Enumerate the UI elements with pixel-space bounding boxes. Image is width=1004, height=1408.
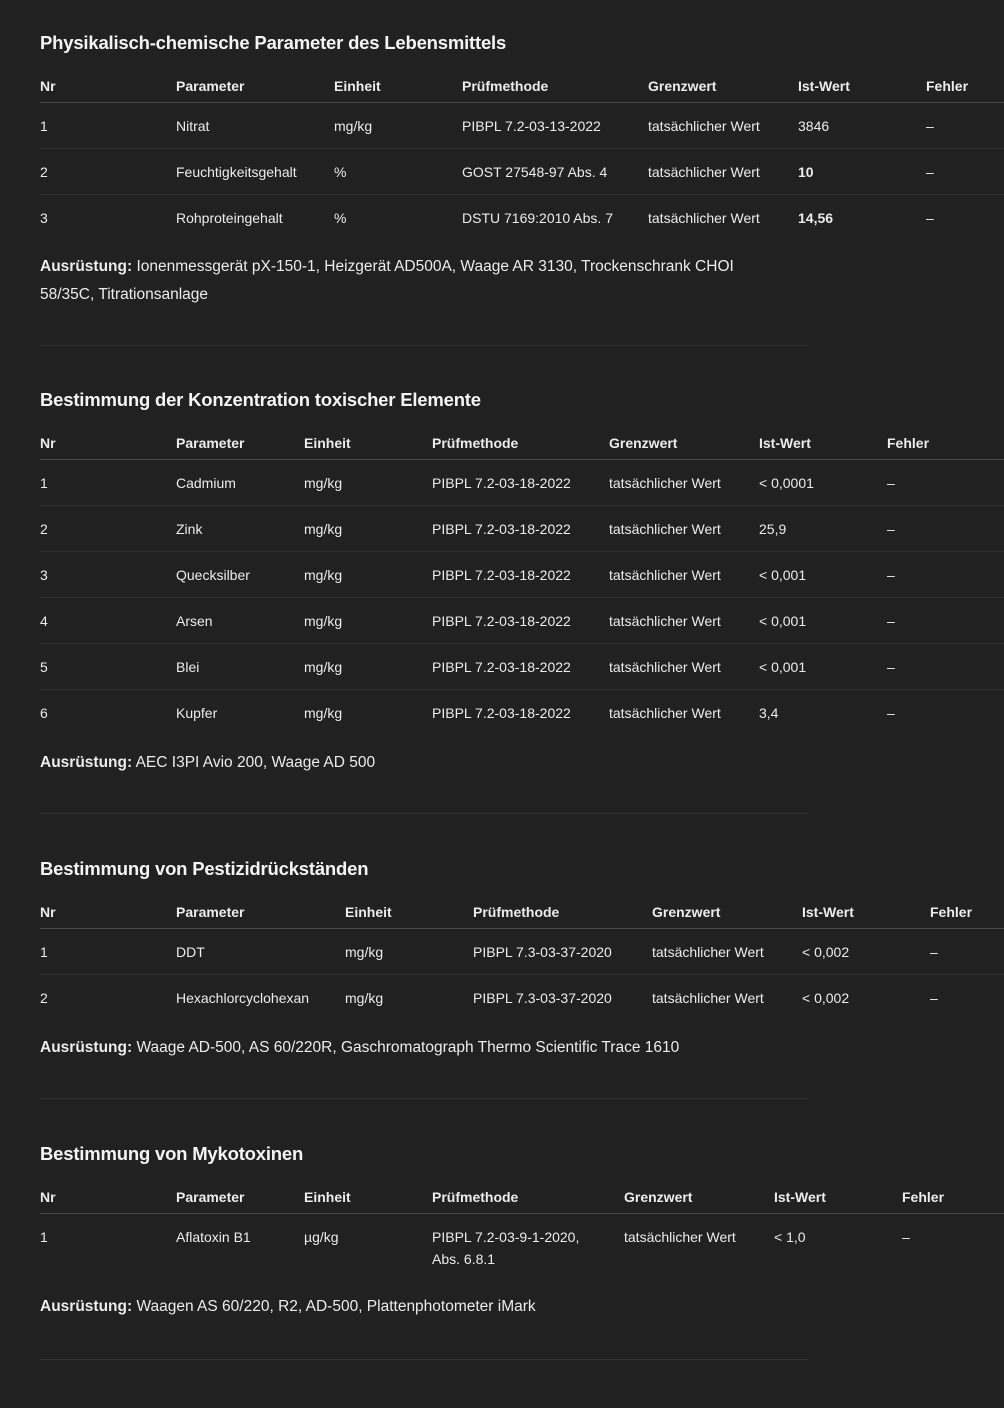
cell-nr: 2	[40, 164, 48, 180]
cell-methode: PIBPL 7.3-03-37-2020	[473, 944, 612, 960]
cell-ist-wert: < 1,0	[774, 1229, 806, 1245]
col-header-grenzwert: Grenzwert	[648, 70, 798, 103]
cell-methode: PIBPL 7.2-03-9-1-2020, Abs. 6.8.1	[432, 1229, 580, 1267]
col-header-ist-wert: Ist-Wert	[774, 1181, 902, 1214]
table-row	[40, 103, 1004, 149]
equipment-note	[40, 1034, 780, 1062]
cell-grenzwert: tatsächlicher Wert	[648, 210, 760, 226]
cell-fehler: –	[926, 164, 934, 180]
col-header-fehler: Fehler	[902, 1181, 1004, 1214]
col-header-parameter: Parameter	[176, 70, 334, 103]
cell-grenzwert: tatsächlicher Wert	[609, 705, 721, 721]
cell-fehler: –	[902, 1229, 910, 1245]
section-pesticides	[40, 814, 1004, 1099]
cell-nr: 2	[40, 521, 48, 537]
cell-grenzwert: tatsächlicher Wert	[609, 613, 721, 629]
col-header-fehler: Fehler	[930, 896, 1004, 929]
table-row	[40, 1214, 1004, 1282]
cell-grenzwert: tatsächlicher Wert	[648, 164, 760, 180]
table-row	[40, 598, 1004, 644]
cell-ist-wert: < 0,001	[759, 567, 807, 583]
cell-fehler: –	[887, 705, 895, 721]
cell-ist-wert: < 0,001	[759, 613, 807, 629]
table-row	[40, 460, 1004, 506]
results-table	[40, 1181, 1004, 1281]
cell-grenzwert: tatsächlicher Wert	[652, 990, 764, 1006]
cell-parameter: Hexachlorcyclohexan	[176, 990, 310, 1006]
table-header-row	[40, 1181, 1004, 1214]
col-header-grenzwert: Grenzwert	[652, 896, 802, 929]
cell-parameter: Zink	[176, 521, 203, 537]
col-header-einheit: Einheit	[304, 1181, 432, 1214]
cell-nr: 1	[40, 475, 48, 491]
table-row	[40, 929, 1004, 975]
col-header-parameter: Parameter	[176, 427, 304, 460]
cell-methode: PIBPL 7.2-03-18-2022	[432, 705, 571, 721]
cell-nr: 6	[40, 705, 48, 721]
col-header-grenzwert: Grenzwert	[624, 1181, 774, 1214]
cell-ist-wert: < 0,002	[802, 990, 850, 1006]
cell-ist-wert: 10	[798, 164, 814, 180]
table-row	[40, 506, 1004, 552]
col-header-parameter: Parameter	[176, 896, 345, 929]
col-header-fehler: Fehler	[926, 70, 1004, 103]
cell-ist-wert: < 0,001	[759, 659, 807, 675]
cell-parameter: Blei	[176, 659, 200, 675]
equipment-label: Ausrüstung:	[40, 754, 133, 771]
cell-parameter: DDT	[176, 944, 205, 960]
col-header-methode: Prüfmethode	[462, 70, 648, 103]
cell-einheit: %	[334, 210, 347, 226]
cell-einheit: mg/kg	[304, 567, 343, 583]
cell-einheit: mg/kg	[304, 613, 343, 629]
cell-einheit: mg/kg	[304, 475, 343, 491]
cell-fehler: –	[887, 521, 895, 537]
cell-fehler: –	[887, 475, 895, 491]
col-header-parameter: Parameter	[176, 1181, 304, 1214]
col-header-nr: Nr	[40, 427, 176, 460]
cell-parameter: Quecksilber	[176, 567, 250, 583]
results-table	[40, 427, 1004, 735]
cell-parameter: Cadmium	[176, 475, 236, 491]
cell-fehler: –	[887, 567, 895, 583]
table-row	[40, 552, 1004, 598]
table-row	[40, 690, 1004, 736]
cell-einheit: mg/kg	[304, 521, 343, 537]
col-header-methode: Prüfmethode	[432, 1181, 624, 1214]
cell-fehler: –	[926, 210, 934, 226]
cell-methode: DSTU 7169:2010 Abs. 7	[462, 210, 613, 226]
col-header-grenzwert: Grenzwert	[609, 427, 759, 460]
equipment-text: Ionenmessgerät pX-150-1, Heizgerät AD500A, Waage AR 3130, Trockenschrank CHOI 58/35C, Titrationsanlage	[40, 258, 734, 303]
section-title: Bestimmung von Mykotoxinen	[40, 1143, 304, 1164]
cell-fehler: –	[930, 944, 938, 960]
section-mycotoxins	[40, 1099, 1004, 1360]
cell-ist-wert: 3846	[798, 118, 830, 134]
cell-parameter: Kupfer	[176, 705, 218, 721]
cell-parameter: Nitrat	[176, 118, 210, 134]
section-physicochemical	[40, 0, 1004, 346]
cell-nr: 2	[40, 990, 48, 1006]
cell-fehler: –	[930, 990, 938, 1006]
cell-grenzwert: tatsächlicher Wert	[609, 659, 721, 675]
equipment-note	[40, 253, 780, 309]
cell-methode: PIBPL 7.2-03-18-2022	[432, 659, 571, 675]
equipment-note	[40, 1293, 780, 1321]
table-header-row	[40, 70, 1004, 103]
section-title: Bestimmung von Pestizidrückständen	[40, 858, 369, 879]
cell-nr: 1	[40, 944, 48, 960]
col-header-ist-wert: Ist-Wert	[802, 896, 930, 929]
cell-parameter: Arsen	[176, 613, 213, 629]
cell-ist-wert: < 0,0001	[759, 475, 814, 491]
cell-fehler: –	[887, 613, 895, 629]
cell-methode: PIBPL 7.2-03-18-2022	[432, 521, 571, 537]
col-header-einheit: Einheit	[345, 896, 473, 929]
cell-einheit: mg/kg	[304, 705, 343, 721]
cell-einheit: mg/kg	[304, 659, 343, 675]
col-header-ist-wert: Ist-Wert	[759, 427, 887, 460]
cell-grenzwert: tatsächlicher Wert	[652, 944, 764, 960]
table-row	[40, 975, 1004, 1021]
cell-ist-wert: < 0,002	[802, 944, 850, 960]
cell-nr: 3	[40, 567, 48, 583]
section-title: Physikalisch-chemische Parameter des Lebensmittels	[40, 32, 507, 53]
cell-parameter: Aflatoxin B1	[176, 1229, 251, 1245]
cell-einheit: µg/kg	[304, 1229, 339, 1245]
cell-fehler: –	[887, 659, 895, 675]
col-header-fehler: Fehler	[887, 427, 1004, 460]
section-divider	[40, 1359, 808, 1360]
table-header-row	[40, 896, 1004, 929]
cell-methode: PIBPL 7.3-03-37-2020	[473, 990, 612, 1006]
cell-parameter: Rohproteingehalt	[176, 210, 283, 226]
cell-nr: 1	[40, 118, 48, 134]
cell-einheit: %	[334, 164, 347, 180]
table-header-row	[40, 427, 1004, 460]
cell-einheit: mg/kg	[334, 118, 373, 134]
cell-grenzwert: tatsächlicher Wert	[609, 475, 721, 491]
equipment-label: Ausrüstung:	[40, 258, 133, 275]
cell-nr: 3	[40, 210, 48, 226]
col-header-nr: Nr	[40, 70, 176, 103]
cell-grenzwert: tatsächlicher Wert	[609, 521, 721, 537]
table-row	[40, 644, 1004, 690]
cell-grenzwert: tatsächlicher Wert	[624, 1229, 736, 1245]
results-table	[40, 70, 1004, 240]
cell-nr: 5	[40, 659, 48, 675]
section-title: Bestimmung der Konzentration toxischer Elemente	[40, 389, 481, 410]
table-row	[40, 195, 1004, 241]
cell-parameter: Feuchtigkeitsgehalt	[176, 164, 297, 180]
col-header-methode: Prüfmethode	[432, 427, 609, 460]
col-header-ist-wert: Ist-Wert	[798, 70, 926, 103]
equipment-text: Waage AD-500, AS 60/220R, Gaschromatograph Thermo Scientific Trace 1610	[136, 1039, 680, 1056]
equipment-label: Ausrüstung:	[40, 1039, 133, 1056]
cell-methode: GOST 27548-97 Abs. 4	[462, 164, 608, 180]
cell-einheit: mg/kg	[345, 990, 384, 1006]
col-header-einheit: Einheit	[334, 70, 462, 103]
cell-nr: 1	[40, 1229, 48, 1245]
cell-grenzwert: tatsächlicher Wert	[609, 567, 721, 583]
cell-methode: PIBPL 7.2-03-13-2022	[462, 118, 601, 134]
section-toxic-elements	[40, 346, 1004, 814]
col-header-nr: Nr	[40, 896, 176, 929]
cell-methode: PIBPL 7.2-03-18-2022	[432, 613, 571, 629]
table-row	[40, 149, 1004, 195]
cell-methode: PIBPL 7.2-03-18-2022	[432, 567, 571, 583]
cell-einheit: mg/kg	[345, 944, 384, 960]
cell-ist-wert: 3,4	[759, 705, 779, 721]
equipment-text: Waagen AS 60/220, R2, AD-500, Plattenphotometer iMark	[136, 1298, 536, 1315]
results-table	[40, 896, 1004, 1020]
col-header-methode: Prüfmethode	[473, 896, 652, 929]
cell-methode: PIBPL 7.2-03-18-2022	[432, 475, 571, 491]
cell-ist-wert: 25,9	[759, 521, 787, 537]
cell-grenzwert: tatsächlicher Wert	[648, 118, 760, 134]
equipment-label: Ausrüstung:	[40, 1298, 133, 1315]
col-header-einheit: Einheit	[304, 427, 432, 460]
equipment-text: AEC I3PI Avio 200, Waage AD 500	[135, 754, 376, 771]
cell-fehler: –	[926, 118, 934, 134]
cell-nr: 4	[40, 613, 48, 629]
col-header-nr: Nr	[40, 1181, 176, 1214]
equipment-note	[40, 749, 780, 777]
cell-ist-wert: 14,56	[798, 210, 834, 226]
